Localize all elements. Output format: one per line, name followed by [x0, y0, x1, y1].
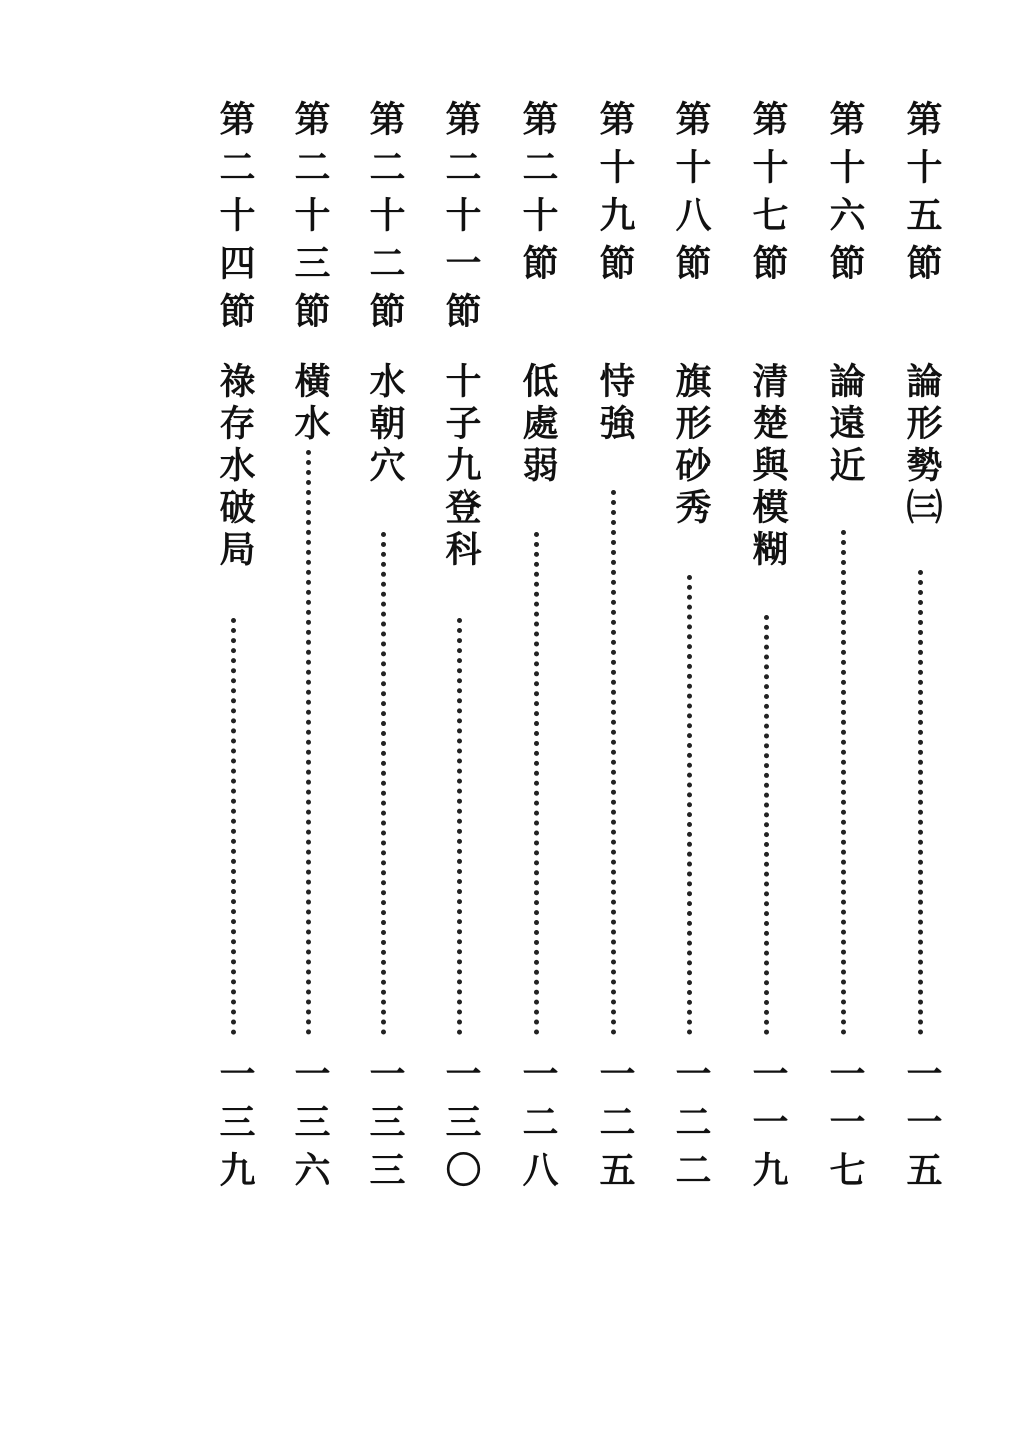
dot-leader [231, 618, 236, 1035]
page-number: 一二二 [670, 1055, 712, 1199]
section-title: 橫水 [289, 362, 331, 446]
section-number: 第十六節 [824, 100, 866, 292]
section-number: 第二十一節 [440, 100, 482, 340]
section-title: 清楚與模糊 [747, 362, 789, 572]
section-number: 第二十四節 [214, 100, 256, 340]
dot-leader [381, 532, 386, 1035]
dot-leader [687, 575, 692, 1035]
section-number: 第十八節 [670, 100, 712, 292]
toc-entry-section-23 [282, 100, 338, 1200]
dot-leader [764, 615, 769, 1035]
dot-leader [534, 532, 539, 1035]
section-number: 第二十節 [517, 100, 559, 292]
page-number: 一三九 [214, 1055, 256, 1199]
section-title: 水朝穴 [364, 362, 406, 488]
page-number: 一一九 [747, 1055, 789, 1199]
toc-entry-section-15 [894, 100, 950, 1200]
section-number: 第十九節 [594, 100, 636, 292]
page-number: 一三〇 [440, 1055, 482, 1199]
page-number: 一二八 [517, 1055, 559, 1199]
section-title: 祿存水破局 [214, 362, 256, 572]
toc-entry-section-22 [357, 100, 413, 1200]
toc-entry-section-17 [740, 100, 796, 1200]
page-number: 一三六 [289, 1055, 331, 1199]
toc-entry-section-24 [207, 100, 263, 1200]
page-number: 一三三 [364, 1055, 406, 1199]
page-number: 一一五 [901, 1055, 943, 1199]
toc-entry-section-19 [587, 100, 643, 1200]
toc-entry-section-18 [663, 100, 719, 1200]
toc-entry-section-20 [510, 100, 566, 1200]
dot-leader [918, 570, 923, 1035]
toc-entry-section-21 [433, 100, 489, 1200]
page-number: 一一七 [824, 1055, 866, 1199]
section-number: 第十五節 [901, 100, 943, 292]
section-title: 論遠近 [824, 362, 866, 488]
section-number: 第二十三節 [289, 100, 331, 340]
section-title: 旗形砂秀 [670, 362, 712, 530]
dot-leader [841, 530, 846, 1035]
section-number: 第二十二節 [364, 100, 406, 340]
section-title: 十子九登科 [440, 362, 482, 572]
page-number: 一二五 [594, 1055, 636, 1199]
toc-entry-section-16 [817, 100, 873, 1200]
dot-leader [457, 618, 462, 1035]
dot-leader [306, 450, 311, 1035]
section-title: 恃強 [594, 362, 636, 446]
dot-leader [611, 490, 616, 1035]
section-number: 第十七節 [747, 100, 789, 292]
section-title: 低處弱 [517, 362, 559, 488]
section-title: 論形勢㈢ [901, 362, 943, 530]
